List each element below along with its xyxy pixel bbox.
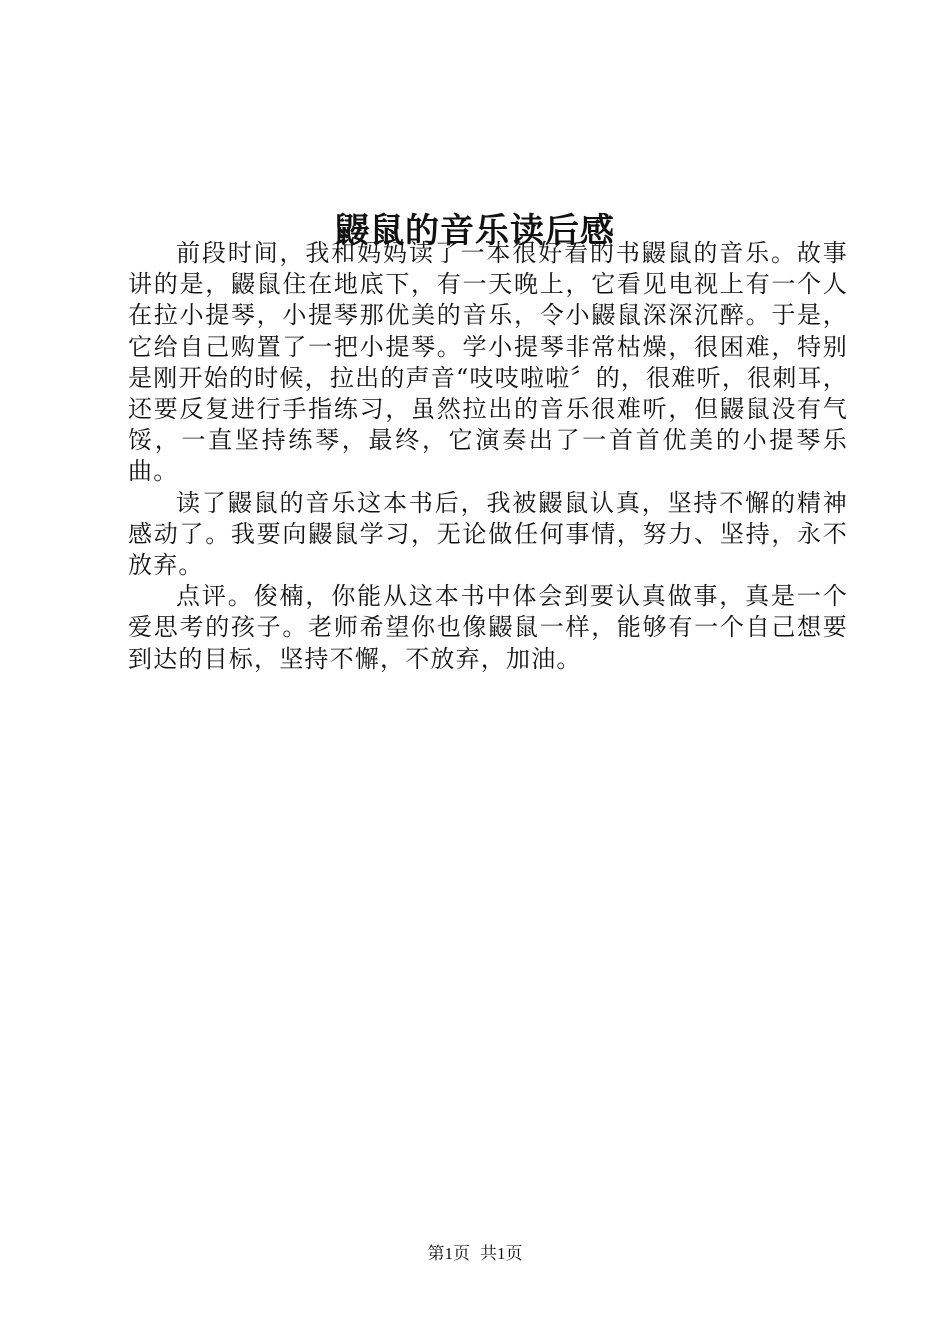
page-number-current: 第1页 bbox=[427, 1244, 470, 1263]
document-title: 鼹鼠的音乐读后感 bbox=[335, 210, 615, 251]
paragraph-teacher-comment: 点评。俊楠，你能从这本书中体会到要认真做事，真是一个爱思考的孩子。老师希望你也像鼹鼠一样，能够有一个自己想要到达的目标，坚持不懈，不放弃，加油。 bbox=[128, 582, 848, 673]
page-footer bbox=[0, 1242, 950, 1266]
page-number-total: 共1页 bbox=[480, 1244, 523, 1263]
document-body bbox=[128, 238, 848, 675]
paragraph-reflection: 读了鼹鼠的音乐这本书后，我被鼹鼠认真，坚持不懈的精神感动了。我要向鼹鼠学习，无论做任何事情，努力、坚持，永不放弃。 bbox=[128, 488, 848, 580]
paragraph-story-summary: 前段时间，我和妈妈读了一本很好看的书鼹鼠的音乐。故事讲的是，鼹鼠住在地底下，有一天晚上，它看见电视上有一个人在拉小提琴，小提琴那优美的音乐，令小鼹鼠深深沉醉。于是，它给自己购置了一把小提琴。学小提琴非常枯燥，很困难，特别是刚开始的时候，拉出的声音“吱吱啦啦〞的，很难听，很刺耳，还要反复进行手指练习，虽然拉出的音乐很难听，但鼹鼠没有气馁，一直坚持练琴，最终，它演奏出了一首首优美的小提琴乐曲。 bbox=[128, 239, 848, 486]
